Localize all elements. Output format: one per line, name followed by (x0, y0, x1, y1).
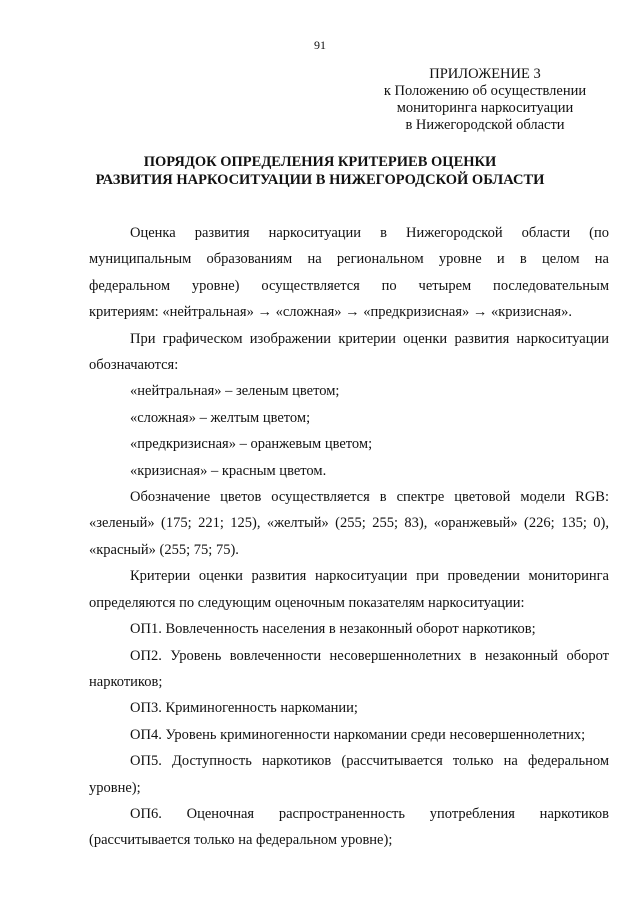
text-line: обозначаются: (89, 357, 179, 374)
paragraph-rgb (89, 484, 609, 563)
indicator-op1: ОП1. Вовлеченность населения в незаконный оборот наркотиков; (130, 621, 536, 638)
document-body (89, 220, 609, 854)
paragraph-intro (89, 220, 609, 326)
text-line: уровне); (89, 779, 141, 796)
indicator-op5 (89, 748, 609, 801)
text-line: наркотиков; (89, 673, 163, 690)
indicator-op6 (89, 801, 609, 854)
page-number: 91 (314, 38, 326, 52)
document-title (0, 153, 640, 189)
criterion-neutral: «нейтральная» – зеленым цветом; (130, 383, 340, 400)
text-line: Критерии оценки развития наркоситуации при проведении мониторинга (130, 568, 609, 585)
criterion-precrisis: «предкризисная» – оранжевым цветом; (130, 436, 373, 453)
text-line: При графическом изображении критерии оценки развития наркоситуации (130, 330, 609, 347)
text-line: определяются по следующим оценочным показателям наркоситуации: (89, 594, 525, 611)
appendix-line: в Нижегородской области (405, 117, 565, 133)
title-line: ПОРЯДОК ОПРЕДЕЛЕНИЯ КРИТЕРИЕВ ОЦЕНКИ (143, 154, 497, 170)
text-line: «зеленый» (175; 221; 125), «желтый» (255; 255; 83), «оранжевый» (226; 135; 0), (89, 515, 609, 532)
text-line: ОП2. Уровень вовлеченности несовершеннолетних в незаконный оборот (130, 647, 609, 664)
paragraph-graphic (89, 326, 609, 379)
text-line: ОП5. Доступность наркотиков (рассчитывается только на федеральном (130, 753, 609, 770)
text-line: Обозначение цветов осуществляется в спектре цветовой модели RGB: (130, 489, 609, 506)
text-line: муниципальным образованиям на региональном уровне и в целом на (89, 251, 609, 268)
text-line: критериям: «нейтральная» → «сложная» → «предкризисная» → «кризисная». (89, 304, 572, 321)
criterion-crisis: «кризисная» – красным цветом. (130, 462, 327, 479)
text-line: федеральном уровне) осуществляется по четырем последовательным (89, 277, 609, 294)
text-line: «красный» (255; 75; 75). (89, 541, 239, 558)
paragraph-criteria (89, 563, 609, 616)
appendix-header (340, 66, 630, 134)
text-line: (рассчитывается только на федеральном уровне); (89, 832, 393, 849)
text-line: ОП6. Оценочная распространенность употребления наркотиков (130, 805, 609, 822)
indicator-op2 (89, 643, 609, 696)
criterion-complex: «сложная» – желтым цветом; (130, 409, 311, 426)
appendix-line: к Положению об осуществлении (383, 83, 587, 99)
title-line: РАЗВИТИЯ НАРКОСИТУАЦИИ В НИЖЕГОРОДСКОЙ ОБЛАСТИ (95, 172, 545, 188)
text-line: Оценка развития наркоситуации в Нижегородской области (по (130, 225, 609, 241)
appendix-line: ПРИЛОЖЕНИЕ 3 (429, 66, 541, 82)
indicator-op3: ОП3. Криминогенность наркомании; (130, 700, 358, 717)
appendix-line: мониторинга наркоситуации (396, 100, 574, 116)
indicator-op4: ОП4. Уровень криминогенности наркомании среди несовершеннолетних; (130, 726, 586, 743)
